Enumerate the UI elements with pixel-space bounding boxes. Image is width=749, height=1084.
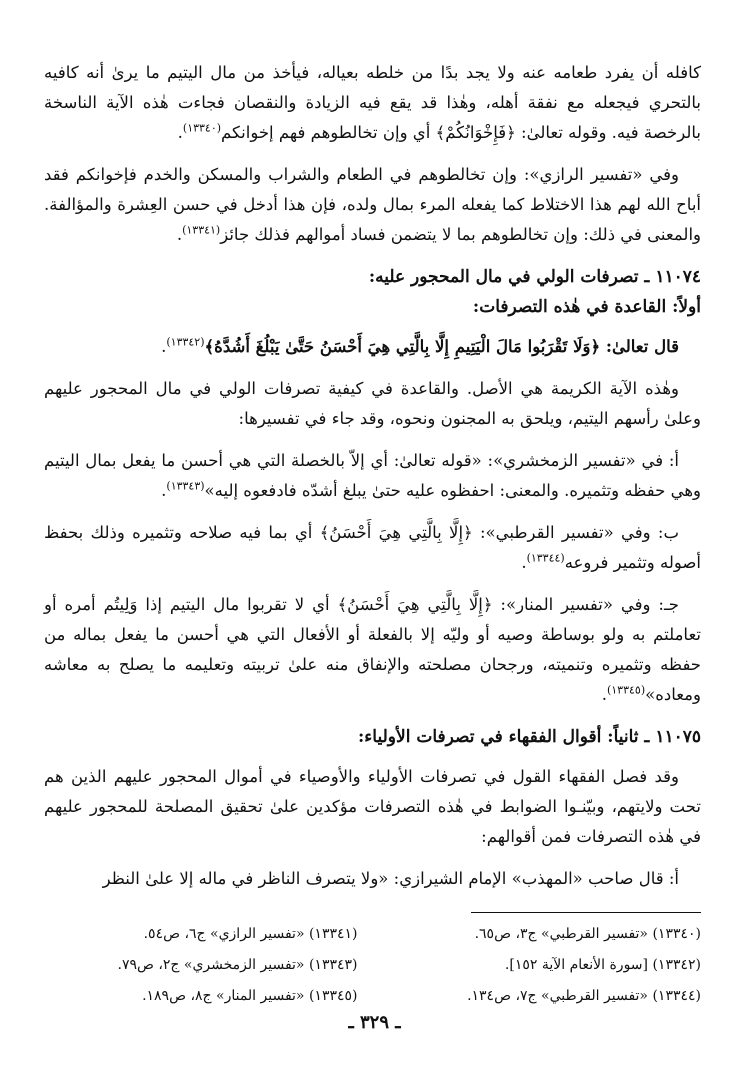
footnote: (١٣٣٤٣) «تفسير الزمخشري» ج٢، ص٧٩. xyxy=(117,957,358,973)
footnote-ref: (١٣٣٤٥) xyxy=(606,683,646,697)
footnote-divider xyxy=(471,912,701,913)
footnote-ref: (١٣٣٤١) xyxy=(182,223,221,237)
footnotes xyxy=(44,921,701,1010)
footnote: (١٣٣٤١) «تفسير الرازي» ج٦، ص٥٤. xyxy=(143,926,358,942)
paragraph: أ: قال صاحب «المهذب» الإمام الشيرازي: «ولا يتصرف الناظر في ماله إلا علىٰ النظر xyxy=(102,869,679,888)
footnote-ref: (١٣٣٤٢) xyxy=(166,335,205,349)
section-heading: ١١٠٧٤ ـ تصرفات الولي في مال المحجور عليه: xyxy=(368,267,701,287)
footnote: (١٣٣٤٥) «تفسير المنار» ج٨، ص١٨٩. xyxy=(142,988,358,1004)
footnote-ref: (١٣٣٤٤) xyxy=(526,551,565,565)
footnote: (١٣٣٤٢) [سورة الأنعام الآية ١٥٢]. xyxy=(504,957,701,973)
paragraph: ب: وفي «تفسير القرطبي»: ﴿إِلَّا بِالَّتِي هِيَ أَحْسَنُ﴾ أي بما فيه صلاحه وتثميره وذلك بحفظ أصوله وتثمير فروعه$^{(١٣٣٤٤)}$. xyxy=(44,523,701,572)
section-heading: ١١٠٧٥ ـ ثانياً: أقوال الفقهاء في تصرفات الأولياء: xyxy=(358,727,701,747)
paragraph: أ: في «تفسير الزمخشري»: «قوله تعالىٰ: أي إلاّ بالخصلة التي هي أحسن ما يفعل بمال اليتيم وهي حفظه وتثميره. والمعنى: احفظوه عليه حتىٰ يبلغ أشدّه فادفعوه إليه»$^{(١٣٣٤٣)}$. xyxy=(44,451,701,500)
paragraph: كافله أن يفرد طعامه عنه ولا يجد بدًا من خلطه بعياله، فيأخذ من مال اليتيم ما يرىٰ أنه كافيه بالتحري فيجعله مع نفقة أهله، وهٰذا قد يقع فيه الزيادة والنقصان فجاءت هٰذه الآية الناسخة بالرخصة فيه. وقوله تعالىٰ: ﴿فَإِخْوَانُكُمْ﴾ أي وإن تخالطوهم فهم إخوانكم$^{(١٣٣٤٠)}$. xyxy=(44,63,701,142)
paragraph: وهٰذه الآية الكريمة هي الأصل. والقاعدة في كيفية تصرفات الولي في مال المحجور عليهم وعلىٰ رأسهم اليتيم، ويلحق به المجنون ونحوه، وقد جاء في تفسيرها: xyxy=(44,379,701,428)
paragraph: وقد فصل الفقهاء القول في تصرفات الأولياء والأوصياء في أموال المحجور عليهم الذين هم تحت ولايتهم، وبيّنـوا الضوابط في هٰذه التصرفات مؤكدين علىٰ تحقيق المصلحة للمحجور عليهم في هٰذه التصرفات فمن أقوالهم: xyxy=(44,767,701,846)
footnote: (١٣٣٤٠) «تفسير القرطبي» ج٣، ص٦٥. xyxy=(474,926,701,942)
paragraph: جـ: وفي «تفسير المنار»: ﴿إِلَّا بِالَّتِي هِيَ أَحْسَنُ﴾ أي لا تقربوا مال اليتيم إذا وَلِيتُم أمره أو تعاملتم به ولو بوساطة وصيه أو وليّه إلا بالفعلة أو الأفعال التي هي أحسن ما يفعل بماله من حفظه وتثميره وتنميته، ورجحان مصلحته والإنفاق منه علىٰ تربيته وتعليمه ما يصلح به معاشه ومعاده»$^{(١٣٣٤٥)}$. xyxy=(44,595,701,704)
page-number: ـ ٣٢٩ ـ xyxy=(348,1012,401,1033)
footnote-ref: (١٣٣٤٣) xyxy=(166,479,205,493)
footnote: (١٣٣٤٤) «تفسير القرطبي» ج٧، ص١٣٤. xyxy=(467,988,701,1004)
subsection-heading: أولاً: القاعدة في هٰذه التصرفات: xyxy=(472,297,701,317)
footnote-ref: (١٣٣٤٠) xyxy=(182,121,222,135)
paragraph: وفي «تفسير الرازي»: وإن تخالطوهم في الطعام والشراب والمسكن والخدم فإخوانكم فقد أباح الله لهم هذا الاختلاط كما يفعله المرء بمال ولده، فإن هذا أدخل في حسن العِشرة والمؤالفة. والمعنى في ذلك: وإن تخالطوهم بما لا يتضمن فساد أموالهم فذلك جائز$^{(١٣٣٤١)}$. xyxy=(44,165,701,244)
paragraph: قال تعالىٰ: ﴿وَلَا تَقْرَبُوا مَالَ الْيَتِيمِ إِلَّا بِالَّتِي هِيَ أَحْسَنُ حَتَّىٰ يَبْلُغَ أَشُدَّهُ﴾$^{(١٣٣٤٢)}$. xyxy=(161,335,679,356)
